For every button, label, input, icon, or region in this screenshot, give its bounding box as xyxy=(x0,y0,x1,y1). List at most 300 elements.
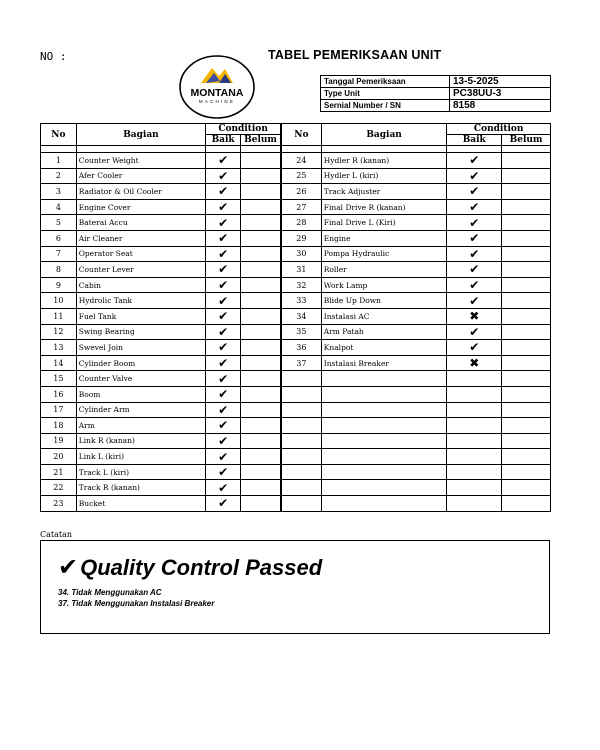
check-icon: ✔ xyxy=(218,324,229,339)
condition-belum-cell xyxy=(241,184,281,200)
table-row xyxy=(41,277,281,293)
condition-baik-cell xyxy=(206,199,241,215)
row-number: 11 xyxy=(41,308,77,324)
table-row xyxy=(282,184,551,200)
check-icon: ✔ xyxy=(218,387,229,402)
empty-cell xyxy=(321,418,447,434)
info-row-date xyxy=(321,76,551,88)
row-part-name: Hydler L (kiri) xyxy=(321,168,447,184)
row-part-name: Counter Weight xyxy=(76,153,205,169)
condition-baik-cell xyxy=(447,308,502,324)
condition-belum-cell xyxy=(241,215,281,231)
row-part-name: Counter Lever xyxy=(76,262,205,278)
row-part-name: Final Drive L (Kiri) xyxy=(321,215,447,231)
check-icon: ✔ xyxy=(218,278,229,293)
condition-baik-cell xyxy=(447,168,502,184)
condition-baik-cell xyxy=(206,293,241,309)
table-row xyxy=(282,246,551,262)
row-part-name: Swing Bearing xyxy=(76,324,205,340)
row-part-name: Knalpot xyxy=(321,340,447,356)
table-row xyxy=(41,340,281,356)
check-icon: ✔ xyxy=(469,278,480,293)
check-icon: ✔ xyxy=(218,184,229,199)
row-number: 29 xyxy=(282,230,322,246)
empty-cell xyxy=(502,496,551,512)
empty-table-row xyxy=(282,496,551,512)
condition-baik-cell xyxy=(206,496,241,512)
empty-table-row xyxy=(282,402,551,418)
condition-baik-cell xyxy=(206,308,241,324)
empty-cell xyxy=(282,402,322,418)
row-number: 21 xyxy=(41,464,77,480)
condition-baik-cell xyxy=(447,277,502,293)
check-icon: ✔ xyxy=(469,168,480,183)
row-number: 27 xyxy=(282,199,322,215)
condition-belum-cell xyxy=(241,371,281,387)
row-part-name: Cabin xyxy=(76,277,205,293)
check-icon: ✔ xyxy=(218,371,229,386)
row-part-name: Arm Patah xyxy=(321,324,447,340)
empty-cell xyxy=(447,371,502,387)
row-part-name: Track L (kiri) xyxy=(76,464,205,480)
empty-table-row xyxy=(282,464,551,480)
row-part-name: Engine Cover xyxy=(76,199,205,215)
row-number: 10 xyxy=(41,293,77,309)
check-icon: ✔ xyxy=(218,496,229,511)
condition-belum-cell xyxy=(241,168,281,184)
row-number: 28 xyxy=(282,215,322,231)
row-part-name: Boom xyxy=(76,386,205,402)
check-icon: ✔ xyxy=(218,480,229,495)
empty-cell xyxy=(502,371,551,387)
row-number: 25 xyxy=(282,168,322,184)
condition-belum-cell xyxy=(502,324,551,340)
condition-baik-cell xyxy=(206,340,241,356)
condition-belum-cell xyxy=(502,153,551,169)
check-icon: ✔ xyxy=(218,449,229,464)
row-number: 1 xyxy=(41,153,77,169)
condition-belum-cell xyxy=(502,168,551,184)
header-baik: Baik xyxy=(206,135,241,146)
empty-cell xyxy=(321,433,447,449)
condition-baik-cell xyxy=(447,293,502,309)
empty-cell xyxy=(502,449,551,465)
row-number: 32 xyxy=(282,277,322,293)
row-number: 37 xyxy=(282,355,322,371)
header-baik: Baik xyxy=(447,135,502,146)
info-label: Type Unit xyxy=(321,88,450,100)
check-icon: ✔ xyxy=(218,433,229,448)
check-icon: ✔ xyxy=(218,168,229,183)
row-part-name: Final Drive R (kanan) xyxy=(321,199,447,215)
check-icon: ✔ xyxy=(469,262,480,277)
montana-logo xyxy=(179,55,255,119)
row-part-name: Track R (kanan) xyxy=(76,480,205,496)
empty-cell xyxy=(282,464,322,480)
table-row xyxy=(41,293,281,309)
table-row xyxy=(41,324,281,340)
table-row xyxy=(282,168,551,184)
table-row xyxy=(41,371,281,387)
empty-cell xyxy=(282,371,322,387)
row-number: 9 xyxy=(41,277,77,293)
empty-cell xyxy=(502,433,551,449)
check-icon: ✔ xyxy=(218,309,229,324)
condition-baik-cell xyxy=(447,324,502,340)
condition-belum-cell xyxy=(502,262,551,278)
table-row xyxy=(41,168,281,184)
row-part-name: Radiator & Oil Cooler xyxy=(76,184,205,200)
check-icon: ✔ xyxy=(469,231,480,246)
qc-passed-headline xyxy=(58,553,322,581)
empty-cell xyxy=(447,433,502,449)
row-number: 22 xyxy=(41,480,77,496)
condition-baik-cell xyxy=(206,449,241,465)
check-icon: ✔ xyxy=(218,293,229,308)
row-part-name: Swevel Join xyxy=(76,340,205,356)
check-icon: ✔ xyxy=(218,215,229,230)
row-part-name: Hydrolic Tank xyxy=(76,293,205,309)
empty-cell xyxy=(447,386,502,402)
table-row xyxy=(282,340,551,356)
info-row-serial xyxy=(321,100,551,112)
row-part-name: Hydler R (kanan) xyxy=(321,153,447,169)
condition-belum-cell xyxy=(502,230,551,246)
check-icon: ✔ xyxy=(469,246,480,261)
empty-cell xyxy=(282,418,322,434)
row-part-name: Instalasi AC xyxy=(321,308,447,324)
empty-cell xyxy=(321,386,447,402)
row-part-name: Bucket xyxy=(76,496,205,512)
empty-cell xyxy=(447,418,502,434)
row-part-name: Arm xyxy=(76,418,205,434)
condition-baik-cell xyxy=(206,215,241,231)
row-number: 30 xyxy=(282,246,322,262)
table-row xyxy=(41,215,281,231)
table-row xyxy=(41,433,281,449)
check-icon: ✔ xyxy=(218,262,229,277)
row-part-name: Pompa Hydraulic xyxy=(321,246,447,262)
inspection-table-left xyxy=(40,123,281,512)
condition-belum-cell xyxy=(241,246,281,262)
condition-belum-cell xyxy=(241,433,281,449)
condition-baik-cell xyxy=(206,262,241,278)
condition-baik-cell xyxy=(206,246,241,262)
row-number: 20 xyxy=(41,449,77,465)
table-row xyxy=(41,308,281,324)
table-row xyxy=(282,199,551,215)
condition-baik-cell xyxy=(206,184,241,200)
check-icon: ✔ xyxy=(469,184,480,199)
header-condition: Condition xyxy=(206,124,281,135)
table-row xyxy=(282,277,551,293)
empty-table-row xyxy=(282,449,551,465)
row-number: 26 xyxy=(282,184,322,200)
condition-belum-cell xyxy=(241,293,281,309)
table-row xyxy=(282,308,551,324)
table-row xyxy=(41,449,281,465)
check-icon: ✔ xyxy=(218,402,229,417)
condition-belum-cell xyxy=(241,418,281,434)
table-row xyxy=(41,402,281,418)
cross-icon: ✖ xyxy=(469,356,480,371)
row-number: 36 xyxy=(282,340,322,356)
condition-baik-cell xyxy=(206,480,241,496)
header-bagian: Bagian xyxy=(321,124,447,146)
info-value: PC38UU-3 xyxy=(450,88,551,100)
table-row xyxy=(282,262,551,278)
row-part-name: Afer Cooler xyxy=(76,168,205,184)
condition-baik-cell xyxy=(206,230,241,246)
row-number: 18 xyxy=(41,418,77,434)
condition-belum-cell xyxy=(241,153,281,169)
row-number: 24 xyxy=(282,153,322,169)
row-part-name: Air Cleaner xyxy=(76,230,205,246)
logo-graphic xyxy=(179,55,255,119)
check-icon: ✔ xyxy=(469,153,480,168)
header-bagian: Bagian xyxy=(76,124,205,146)
empty-cell xyxy=(447,480,502,496)
info-value: 13-5-2025 xyxy=(450,76,551,88)
row-number: 12 xyxy=(41,324,77,340)
row-number: 16 xyxy=(41,386,77,402)
table-row xyxy=(282,324,551,340)
row-part-name: Link L (kiri) xyxy=(76,449,205,465)
header-no: No xyxy=(282,124,322,146)
condition-baik-cell xyxy=(447,246,502,262)
row-number: 35 xyxy=(282,324,322,340)
logo-subtext: MACHINE xyxy=(198,99,236,104)
empty-table-row xyxy=(282,386,551,402)
empty-cell xyxy=(502,418,551,434)
empty-cell xyxy=(282,496,322,512)
row-part-name: Baterai Accu xyxy=(76,215,205,231)
table-row xyxy=(41,480,281,496)
condition-baik-cell xyxy=(206,464,241,480)
check-icon: ✔ xyxy=(469,324,480,339)
condition-baik-cell xyxy=(206,402,241,418)
empty-cell xyxy=(282,433,322,449)
condition-belum-cell xyxy=(241,340,281,356)
condition-belum-cell xyxy=(502,340,551,356)
row-number: 13 xyxy=(41,340,77,356)
condition-baik-cell xyxy=(206,371,241,387)
table-row xyxy=(41,246,281,262)
condition-belum-cell xyxy=(241,262,281,278)
row-number: 4 xyxy=(41,199,77,215)
condition-belum-cell xyxy=(241,199,281,215)
check-icon: ✔ xyxy=(218,418,229,433)
row-part-name: Cylinder Boom xyxy=(76,355,205,371)
catatan-note: 37. Tidak Menggunakan Instalasi Breaker xyxy=(58,599,215,608)
condition-baik-cell xyxy=(447,215,502,231)
condition-belum-cell xyxy=(241,464,281,480)
row-part-name: Work Lamp xyxy=(321,277,447,293)
row-part-name: Counter Valve xyxy=(76,371,205,387)
catatan-label: Catatan xyxy=(40,530,73,539)
row-part-name: Fuel Tank xyxy=(76,308,205,324)
empty-cell xyxy=(321,371,447,387)
condition-baik-cell xyxy=(447,340,502,356)
row-number: 19 xyxy=(41,433,77,449)
check-icon: ✔ xyxy=(218,246,229,261)
empty-cell xyxy=(321,480,447,496)
no-label: NO : xyxy=(40,50,67,63)
table-row xyxy=(282,215,551,231)
empty-table-row xyxy=(282,433,551,449)
condition-belum-cell xyxy=(241,308,281,324)
empty-cell xyxy=(321,464,447,480)
condition-belum-cell xyxy=(241,324,281,340)
empty-cell xyxy=(447,496,502,512)
condition-belum-cell xyxy=(502,293,551,309)
empty-table-row xyxy=(282,371,551,387)
inspection-rows-left xyxy=(41,153,281,512)
condition-belum-cell xyxy=(502,184,551,200)
table-row xyxy=(282,153,551,169)
row-part-name: Track Adjuster xyxy=(321,184,447,200)
empty-cell xyxy=(502,402,551,418)
condition-baik-cell xyxy=(206,418,241,434)
condition-baik-cell xyxy=(447,230,502,246)
row-number: 14 xyxy=(41,355,77,371)
check-icon: ✔ xyxy=(218,465,229,480)
table-row xyxy=(282,230,551,246)
table-row xyxy=(282,355,551,371)
condition-baik-cell xyxy=(206,324,241,340)
empty-cell xyxy=(282,480,322,496)
header-no: No xyxy=(41,124,77,146)
info-label: Sernial Number / SN xyxy=(321,100,450,112)
info-row-type xyxy=(321,88,551,100)
condition-belum-cell xyxy=(241,355,281,371)
check-icon: ✔ xyxy=(218,200,229,215)
condition-baik-cell xyxy=(447,153,502,169)
condition-belum-cell xyxy=(241,496,281,512)
condition-baik-cell xyxy=(206,355,241,371)
empty-cell xyxy=(447,449,502,465)
empty-cell xyxy=(321,402,447,418)
condition-baik-cell xyxy=(206,168,241,184)
table-row xyxy=(41,262,281,278)
condition-baik-cell xyxy=(206,277,241,293)
logo-text: MONTANA xyxy=(190,87,244,99)
inspection-table-right xyxy=(281,123,551,512)
row-part-name: Engine xyxy=(321,230,447,246)
check-icon: ✔ xyxy=(469,215,480,230)
check-icon: ✔ xyxy=(218,340,229,355)
unit-info-table xyxy=(320,75,551,112)
table-row xyxy=(41,184,281,200)
row-part-name: Operator Seat xyxy=(76,246,205,262)
condition-belum-cell xyxy=(241,402,281,418)
table-row xyxy=(41,153,281,169)
check-icon: ✔ xyxy=(469,200,480,215)
empty-cell xyxy=(502,386,551,402)
row-part-name: Instalasi Breaker xyxy=(321,355,447,371)
empty-cell xyxy=(502,464,551,480)
condition-belum-cell xyxy=(241,277,281,293)
condition-baik-cell xyxy=(206,153,241,169)
empty-cell xyxy=(447,402,502,418)
row-part-name: Blide Up Down xyxy=(321,293,447,309)
table-row xyxy=(41,230,281,246)
table-row xyxy=(41,355,281,371)
condition-belum-cell xyxy=(502,277,551,293)
header-belum: Belum xyxy=(502,135,551,146)
row-part-name: Link R (kanan) xyxy=(76,433,205,449)
header-condition: Condition xyxy=(447,124,551,135)
condition-belum-cell xyxy=(502,199,551,215)
check-icon: ✔ xyxy=(218,356,229,371)
table-row xyxy=(282,293,551,309)
row-part-name: Cylinder Arm xyxy=(76,402,205,418)
condition-belum-cell xyxy=(502,246,551,262)
check-icon: ✔ xyxy=(218,153,229,168)
table-row xyxy=(41,386,281,402)
row-number: 6 xyxy=(41,230,77,246)
empty-cell xyxy=(502,480,551,496)
row-number: 23 xyxy=(41,496,77,512)
info-label: Tanggal Pemeriksaan xyxy=(321,76,450,88)
condition-belum-cell xyxy=(241,449,281,465)
row-number: 5 xyxy=(41,215,77,231)
condition-belum-cell xyxy=(241,386,281,402)
row-number: 17 xyxy=(41,402,77,418)
empty-cell xyxy=(447,464,502,480)
condition-baik-cell xyxy=(447,199,502,215)
row-number: 2 xyxy=(41,168,77,184)
row-number: 34 xyxy=(282,308,322,324)
table-row xyxy=(41,199,281,215)
check-icon: ✔ xyxy=(469,293,480,308)
check-icon: ✔ xyxy=(469,340,480,355)
row-number: 31 xyxy=(282,262,322,278)
empty-cell xyxy=(321,449,447,465)
document-title: TABEL PEMERIKSAAN UNIT xyxy=(268,48,442,62)
row-number: 15 xyxy=(41,371,77,387)
empty-table-row xyxy=(282,418,551,434)
empty-cell xyxy=(321,496,447,512)
table-row xyxy=(41,464,281,480)
qc-passed-text: Quality Control Passed xyxy=(80,555,323,580)
condition-belum-cell xyxy=(241,230,281,246)
row-number: 8 xyxy=(41,262,77,278)
row-number: 33 xyxy=(282,293,322,309)
table-row xyxy=(41,418,281,434)
catatan-note: 34. Tidak Menggunakan AC xyxy=(58,588,162,597)
empty-cell xyxy=(282,449,322,465)
cross-icon: ✖ xyxy=(469,309,480,324)
empty-cell xyxy=(282,386,322,402)
condition-baik-cell xyxy=(206,433,241,449)
header-belum: Belum xyxy=(241,135,281,146)
condition-belum-cell xyxy=(502,308,551,324)
info-value: 8158 xyxy=(450,100,551,112)
condition-belum-cell xyxy=(502,355,551,371)
check-icon: ✔ xyxy=(218,231,229,246)
condition-baik-cell xyxy=(447,184,502,200)
row-number: 3 xyxy=(41,184,77,200)
condition-baik-cell xyxy=(447,262,502,278)
condition-baik-cell xyxy=(447,355,502,371)
empty-table-row xyxy=(282,480,551,496)
check-icon: ✔ xyxy=(58,553,79,581)
table-row xyxy=(41,496,281,512)
inspection-rows-right xyxy=(282,153,551,512)
row-part-name: Roller xyxy=(321,262,447,278)
condition-belum-cell xyxy=(502,215,551,231)
